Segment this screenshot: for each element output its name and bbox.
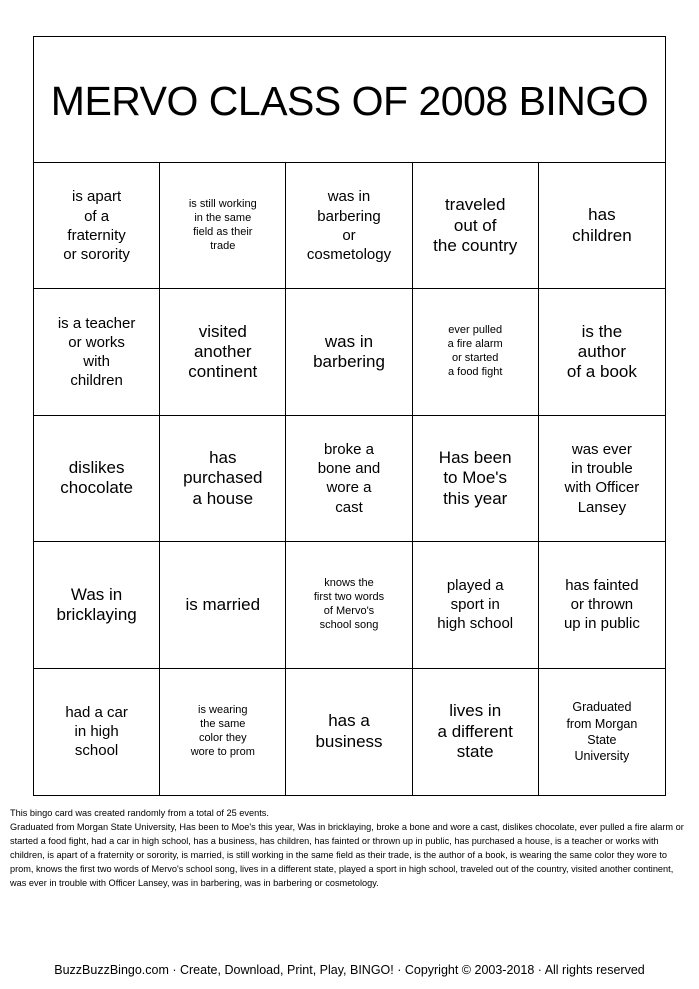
cell-text: is still working in the same field as their trade bbox=[188, 197, 257, 252]
bingo-cell-5-5 bbox=[539, 669, 665, 795]
bingo-cell-3-4 bbox=[413, 416, 539, 542]
cell-text: has fainted or thrown up in public bbox=[563, 577, 640, 633]
bingo-cell-1-5 bbox=[539, 163, 665, 289]
bingo-cell-1-4 bbox=[413, 163, 539, 289]
cell-text: lives in a different state bbox=[437, 701, 513, 761]
cell-text: dislikes chocolate bbox=[60, 458, 133, 498]
cell-text: Was in bricklaying bbox=[56, 584, 137, 624]
bingo-cell-2-5 bbox=[539, 289, 665, 415]
bingo-cell-5-3 bbox=[286, 669, 412, 795]
bingo-cell-1-2 bbox=[160, 163, 286, 289]
bingo-cell-5-2 bbox=[160, 669, 286, 795]
cell-text: is the author of a book bbox=[566, 321, 637, 382]
cell-text: ever pulled a fire alarm or started a food fight bbox=[447, 324, 503, 379]
cell-text: knows the first two words of Mervo's school song bbox=[313, 576, 385, 631]
bingo-cell-2-1 bbox=[34, 289, 160, 415]
cell-text: had a car in high school bbox=[65, 704, 128, 760]
bingo-cell-3-5 bbox=[539, 416, 665, 542]
bingo-cell-4-1 bbox=[34, 542, 160, 668]
cell-text: broke a bone and wore a cast bbox=[317, 441, 381, 516]
bingo-cell-4-5 bbox=[539, 542, 665, 668]
bingo-cell-5-4 bbox=[413, 669, 539, 795]
cell-text: visited another continent bbox=[188, 321, 258, 382]
cell-text: is a teacher or works with children bbox=[57, 314, 136, 390]
bingo-cell-5-1 bbox=[34, 669, 160, 795]
bingo-cell-3-1 bbox=[34, 416, 160, 542]
bingo-cell-1-3 bbox=[286, 163, 412, 289]
bingo-cell-3-2 bbox=[160, 416, 286, 542]
cell-text: is apart of a fraternity or sorority bbox=[63, 188, 130, 263]
cell-text: played a sport in high school bbox=[437, 577, 514, 633]
bingo-cell-2-4 bbox=[413, 289, 539, 415]
bingo-cell-4-4 bbox=[413, 542, 539, 668]
cell-text: Has been to Moe's this year bbox=[438, 447, 512, 508]
bingo-cell-4-3 bbox=[286, 542, 412, 668]
bingo-card bbox=[33, 36, 666, 796]
cell-text: is married bbox=[185, 594, 261, 614]
cell-text: has children bbox=[572, 205, 632, 245]
cell-text: Graduated from Morgan State University bbox=[566, 700, 638, 764]
cell-text: was ever in trouble with Officer Lansey bbox=[564, 441, 640, 516]
cell-text: is wearing the same color they wore to prom bbox=[190, 703, 255, 758]
cell-text: was in barbering bbox=[313, 331, 385, 372]
bingo-cell-2-2 bbox=[160, 289, 286, 415]
bingo-cell-1-1 bbox=[34, 163, 160, 289]
notes-intro: This bingo card was created randomly from a total of 25 events. bbox=[10, 808, 269, 818]
page-footer: BuzzBuzzBingo.com · Create, Download, Print, Play, BINGO! · Copyright © 2003-2018 · All rights reserved bbox=[54, 963, 645, 977]
bingo-cell-3-3 bbox=[286, 416, 412, 542]
cell-text: has purchased a house bbox=[183, 447, 263, 508]
notes-event-list: Graduated from Morgan State University, Has been to Moe's this year, Was in bricklaying, broke a bone and wore a cast, dislikes chocolate, ever pulled a fire alarm or started a food fight, had a car in high school, has a business, has children, has fainted or thrown up in public, has purchased a house, is a teacher or works with children, is apart of a fraternity or sorority, is married, is still working in the same field as their trade, is the author of a book, is wearing the same color they wore to prom, knows the first two words of Mervo's school song, lives in a different state, played a sport in high school, traveled out of the country, visited another continent, was ever in trouble with Officer Lansey, was in barbering, was in barbering or cosmetology. bbox=[10, 822, 684, 888]
card-title: MERVO CLASS OF 2008 BINGO bbox=[34, 37, 665, 163]
bingo-grid bbox=[34, 163, 665, 795]
cell-text: has a business bbox=[315, 711, 383, 751]
event-notes bbox=[10, 806, 690, 890]
cell-text: was in barbering or cosmetology bbox=[306, 188, 392, 263]
bingo-cell-4-2 bbox=[160, 542, 286, 668]
cell-text: traveled out of the country bbox=[433, 195, 518, 255]
bingo-cell-2-3 bbox=[286, 289, 412, 415]
